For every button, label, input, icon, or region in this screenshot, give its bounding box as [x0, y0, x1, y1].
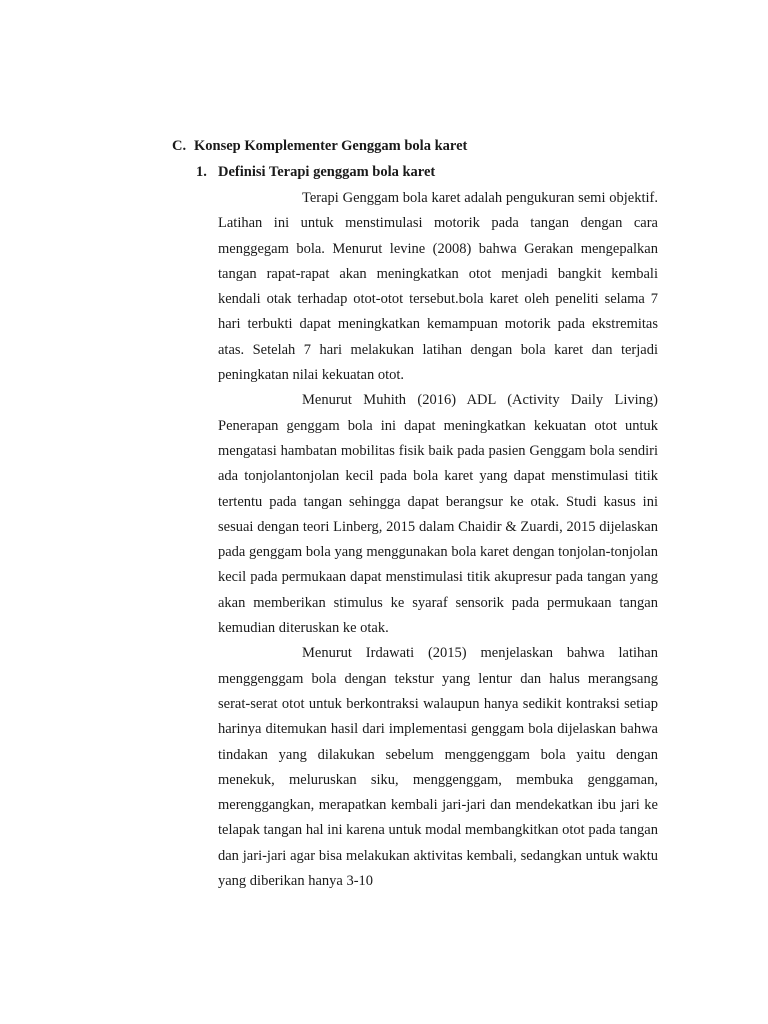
paragraph-3: Menurut Irdawati (2015) menjelaskan bahwa latihan menggenggam bola dengan tekstur yang lentur dan halus merangsang serat-serat otot untuk berkontraksi walaupun hanya sedikit kontraksi setiap harinya ditemukan hasil dari implementasi genggam bola dijelaskan bahwa tindakan yang dilakukan sebelum menggenggam bola yaitu dengan menekuk, meluruskan siku, menggenggam, membuka genggaman, merenggangkan, merapatkan kembali jari-jari dan mendekatkan ibu jari ke telapak tangan hal ini karena untuk modal membangkitkan otot pada tangan dan jari-jari agar bisa melakukan aktivitas kembali, sedangkan untuk waktu yang diberikan hanya 3-10: [218, 645, 658, 890]
paragraph-2: Menurut Muhith (2016) ADL (Activity Daily Living) Penerapan genggam bola ini dapat meningkatkan kekuatan otot untuk mengatasi hambatan mobilitas fisik baik pada pasien Genggam bola sendiri ada tonjolantonjolan kecil pada bola karet yang dapat menstimulasi titik tertentu pada tangan sehingga dapat berangsur ke otak. Studi kasus ini sesuai dengan teori Linberg, 2015 dalam Chaidir & Zuardi, 2015 dijelaskan pada genggam bola yang menggunakan bola karet dengan tonjolan-tonjolan kecil pada permukaan dapat menstimulasi titik akupresur pada tangan yang akan memberikan stimulus ke syaraf sensorik pada permukaan tangan kemudian diteruskan ke otak.: [218, 392, 658, 637]
paragraph-1: Terapi Genggam bola karet adalah pengukuran semi objektif. Latihan ini untuk menstimulasi motorik pada tangan dengan cara menggegam bola. Menurut levine (2008) bahwa Gerakan mengepalkan tangan rapat-rapat akan meningkatkan otot menjadi bangkit kembali kendali otak terhadap otot-otot tersebut.bola karet oleh peneliti selama 7 hari terbukti dapat meningkatkan kemampuan motorik pada ekstremitas atas. Setelah 7 hari melakukan latihan dengan bola karet dan terjadi peningkatan nilai kekuatan otot.: [218, 190, 658, 384]
subsection-heading: [196, 162, 435, 182]
subsection-marker: 1.: [196, 164, 207, 180]
section-title: Konsep Komplementer Genggam bola karet: [194, 138, 468, 154]
section-heading: [172, 136, 467, 156]
body-text: [218, 186, 658, 894]
section-marker: C.: [172, 138, 187, 154]
subsection-title: Definisi Terapi genggam bola karet: [218, 164, 436, 180]
